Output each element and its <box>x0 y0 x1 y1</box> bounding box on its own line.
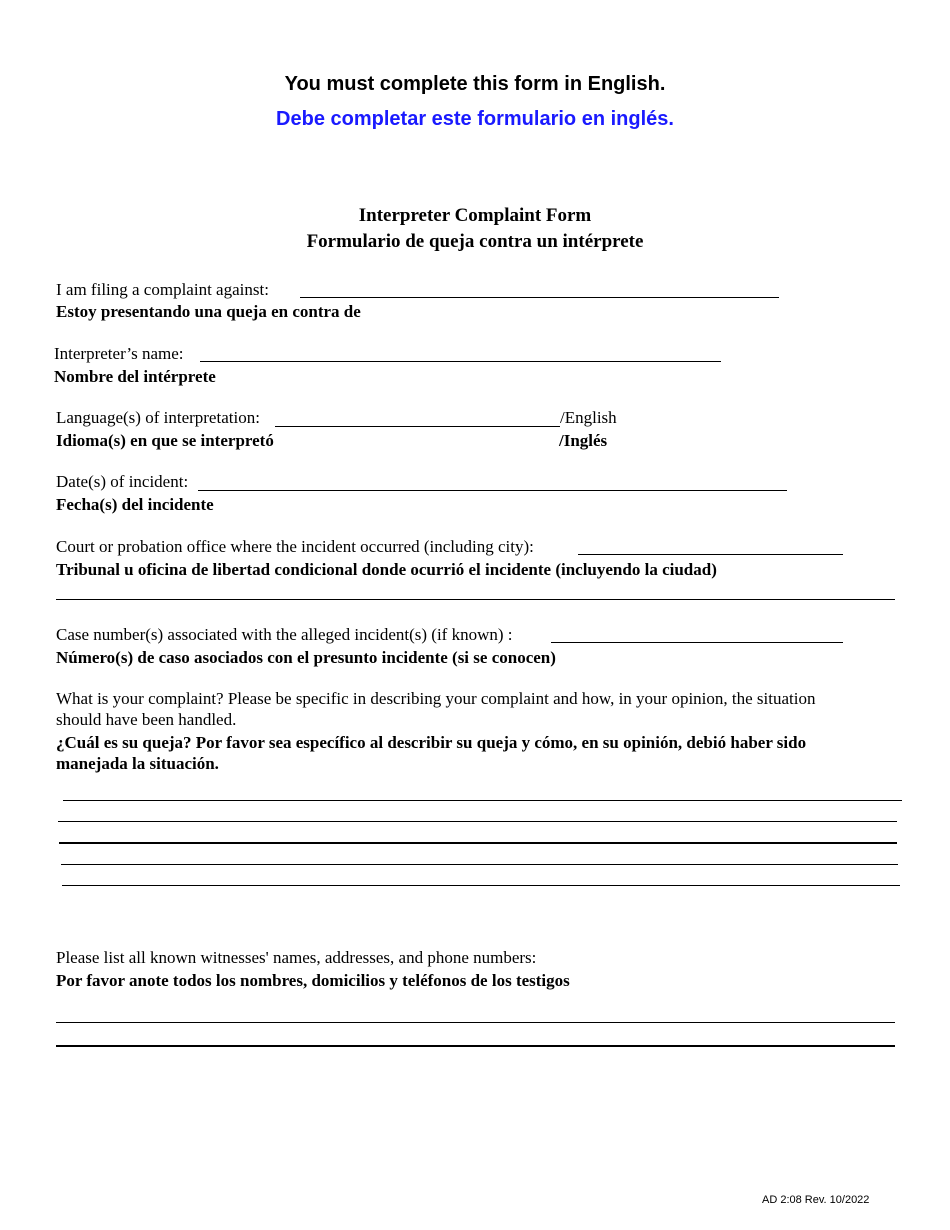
complaint-line[interactable] <box>63 800 902 801</box>
complaint-line[interactable] <box>61 864 898 865</box>
witnesses-label-spanish: Por favor anote todos los nombres, domicilios y teléfonos de los testigos <box>56 971 570 990</box>
english-notice: You must complete this form in English. <box>284 73 666 95</box>
court-field-continuation[interactable] <box>56 599 895 600</box>
case-number-label-spanish: Número(s) de caso asociados con el presunto incidente (si se conocen) <box>56 648 556 667</box>
witnesses-label: Please list all known witnesses' names, addresses, and phone numbers: <box>56 948 537 967</box>
complaint-question-continued: should have been handled. <box>56 710 237 729</box>
language-suffix-spanish: /Inglés <box>559 431 608 450</box>
court-field[interactable] <box>578 554 843 555</box>
complaint-question: What is your complaint? Please be specific in describing your complaint and how, in your opinion, the situation <box>56 689 816 708</box>
date-field[interactable] <box>198 490 787 491</box>
date-label-spanish: Fecha(s) del incidente <box>56 495 214 514</box>
interpreter-name-label: Interpreter’s name: <box>54 344 184 363</box>
case-number-label: Case number(s) associated with the alleged incident(s) (if known) : <box>56 625 513 644</box>
language-suffix: /English <box>560 408 617 427</box>
form-code: AD 2:08 Rev. 10/2022 <box>762 1194 870 1206</box>
court-label: Court or probation office where the incident occurred (including city): <box>56 537 534 556</box>
language-label-spanish: Idioma(s) en que se interpretó <box>56 431 274 450</box>
witnesses-line[interactable] <box>56 1022 895 1023</box>
spanish-notice: Debe completar este formulario en inglés. <box>276 108 674 130</box>
complaint-question-spanish-continued: manejada la situación. <box>56 754 219 773</box>
complaint-against-field[interactable] <box>300 297 779 298</box>
complaint-line[interactable] <box>58 821 897 822</box>
witnesses-line[interactable] <box>56 1045 895 1047</box>
complaint-line[interactable] <box>62 885 900 886</box>
interpreter-name-field[interactable] <box>200 361 721 362</box>
complaint-line[interactable] <box>59 842 897 844</box>
complaint-against-label-spanish: Estoy presentando una queja en contra de <box>56 302 361 321</box>
language-field[interactable] <box>275 426 560 427</box>
complaint-against-label: I am filing a complaint against: <box>56 280 269 299</box>
date-label: Date(s) of incident: <box>56 472 189 491</box>
court-label-spanish: Tribunal u oficina de libertad condicional donde ocurrió el incidente (incluyendo la ciudad) <box>56 560 717 579</box>
interpreter-name-label-spanish: Nombre del intérprete <box>54 367 216 386</box>
form-title: Interpreter Complaint Form <box>358 205 592 226</box>
complaint-question-spanish: ¿Cuál es su queja? Por favor sea específico al describir su queja y cómo, en su opinión, debió haber sido <box>56 733 807 752</box>
form-title-spanish: Formulario de queja contra un intérprete <box>306 231 644 252</box>
language-label: Language(s) of interpretation: <box>56 408 260 427</box>
case-number-field[interactable] <box>551 642 843 643</box>
